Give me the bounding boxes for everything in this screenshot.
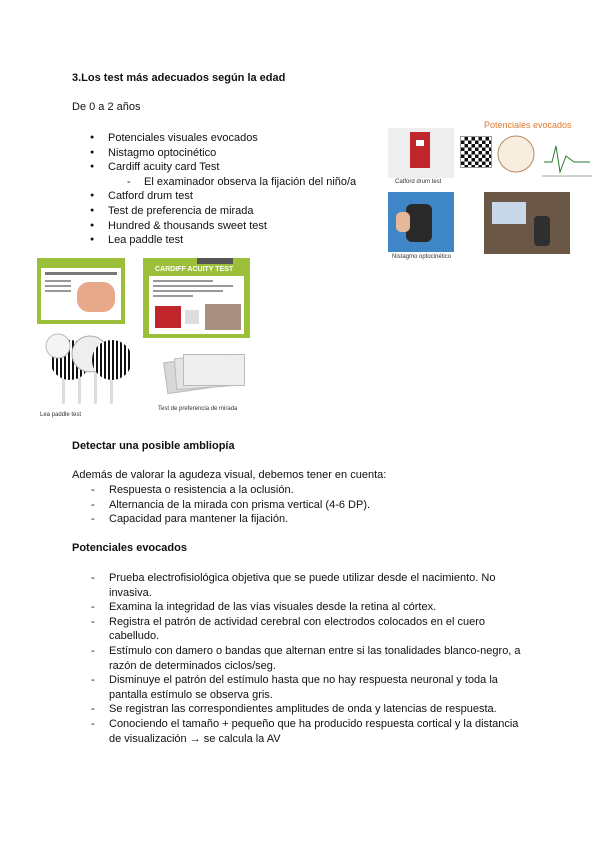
text-line [45,285,71,287]
ambliopia-intro: Además de valorar la agudeza visual, debemos tener en cuenta: [72,469,387,481]
list-item: - Examina la integridad de las vías visuales desde la retina al córtex. [72,600,542,615]
list-item: - Se registran las correspondientes amplitudes de onda y latencias de respuesta. [72,702,542,717]
text-line [45,280,71,282]
list-item: - Conociendo el tamaño + pequeño que ha producido respuesta cortical y la distancia de visualización → se calcula la AV [72,717,542,746]
potenciales-figure-caption: Potenciales evocados [484,120,572,130]
monitor [492,202,526,224]
hundred-thousands-panel [37,258,125,324]
catford-drum-image [388,128,454,178]
card-photo [185,310,199,324]
text-line [153,295,193,297]
text-line [153,285,233,287]
evoked-potential-diagram [494,132,594,182]
ambliopia-heading: Detectar una posible ambliopía [72,440,235,452]
hand [396,212,410,232]
list-item: - Registra el patrón de actividad cerebral con electrodos colocados en el cuero cabelludo. [72,615,542,644]
potenciales-heading: Potenciales evocados [72,542,187,554]
person [534,216,550,246]
list-item: - Capacidad para mantener la fijación. [72,512,532,527]
clinic-photo [484,192,570,254]
text-line [153,290,223,292]
nistagmo-caption: Nistagmo optocinético [392,254,452,260]
preferencia-cards-image [165,350,245,392]
panel-tab [197,258,233,264]
drum-body [410,132,430,168]
age-range: De 0 a 2 años [72,101,141,113]
panel-title-line [45,272,117,275]
cardiff-note: - El examinador observa la fijación del niño/a [72,175,382,190]
text-line [153,280,213,282]
cardiff-panel-title: CARDIFF ACUITY TEST [155,266,234,273]
text-line [45,290,71,292]
list-item: - Prueba electrofisiológica objetiva que se puede utilizar desde el nacimiento. No invasiva. [72,571,542,600]
list-item: ● Lea paddle test [72,233,382,248]
potenciales-list [72,571,542,746]
checkerboard-stimulus [460,136,492,168]
nistagmo-image [388,192,454,252]
preferencia-caption: Test de preferencia de mirada [158,406,238,412]
drum-window [416,140,424,146]
ambliopia-list [72,483,532,527]
lea-paddles-image [40,330,136,410]
cards-photo [155,306,181,328]
child-photo [205,304,241,330]
list-item: - Respuesta o resistencia a la oclusión. [72,483,532,498]
lea-caption: Lea paddle test [40,412,82,418]
list-item: ● Nistagmo optocinético [72,146,382,161]
list-item: ● Hundred & thousands sweet test [72,219,382,234]
list-item: ● Test de preferencia de mirada [72,204,382,219]
list-item: ● Cardiff acuity card Test [72,160,382,175]
list-item: ● Potenciales visuales evocados [72,131,382,146]
catford-caption: Catford drum test [395,179,442,185]
list-item: - Disminuye el patrón del estímulo hasta que no hay respuesta neuronal y toda la pantalla estímulo se observa gris. [72,673,542,702]
tests-list [72,131,382,248]
hand-photo [77,282,115,312]
cardiff-panel [143,258,250,338]
list-item: - Alternancia de la mirada con prisma vertical (4-6 DP). [72,498,532,513]
card [183,354,245,386]
list-item: - Estímulo con damero o bandas que alternan entre si las tonalidades blanco-negro, a razón de determinados ciclos/seg. [72,644,542,673]
section-title: 3.Los test más adecuados según la edad [72,72,286,84]
list-item: ● Catford drum test [72,189,382,204]
panel-card [41,268,121,320]
panel-card [149,276,244,334]
